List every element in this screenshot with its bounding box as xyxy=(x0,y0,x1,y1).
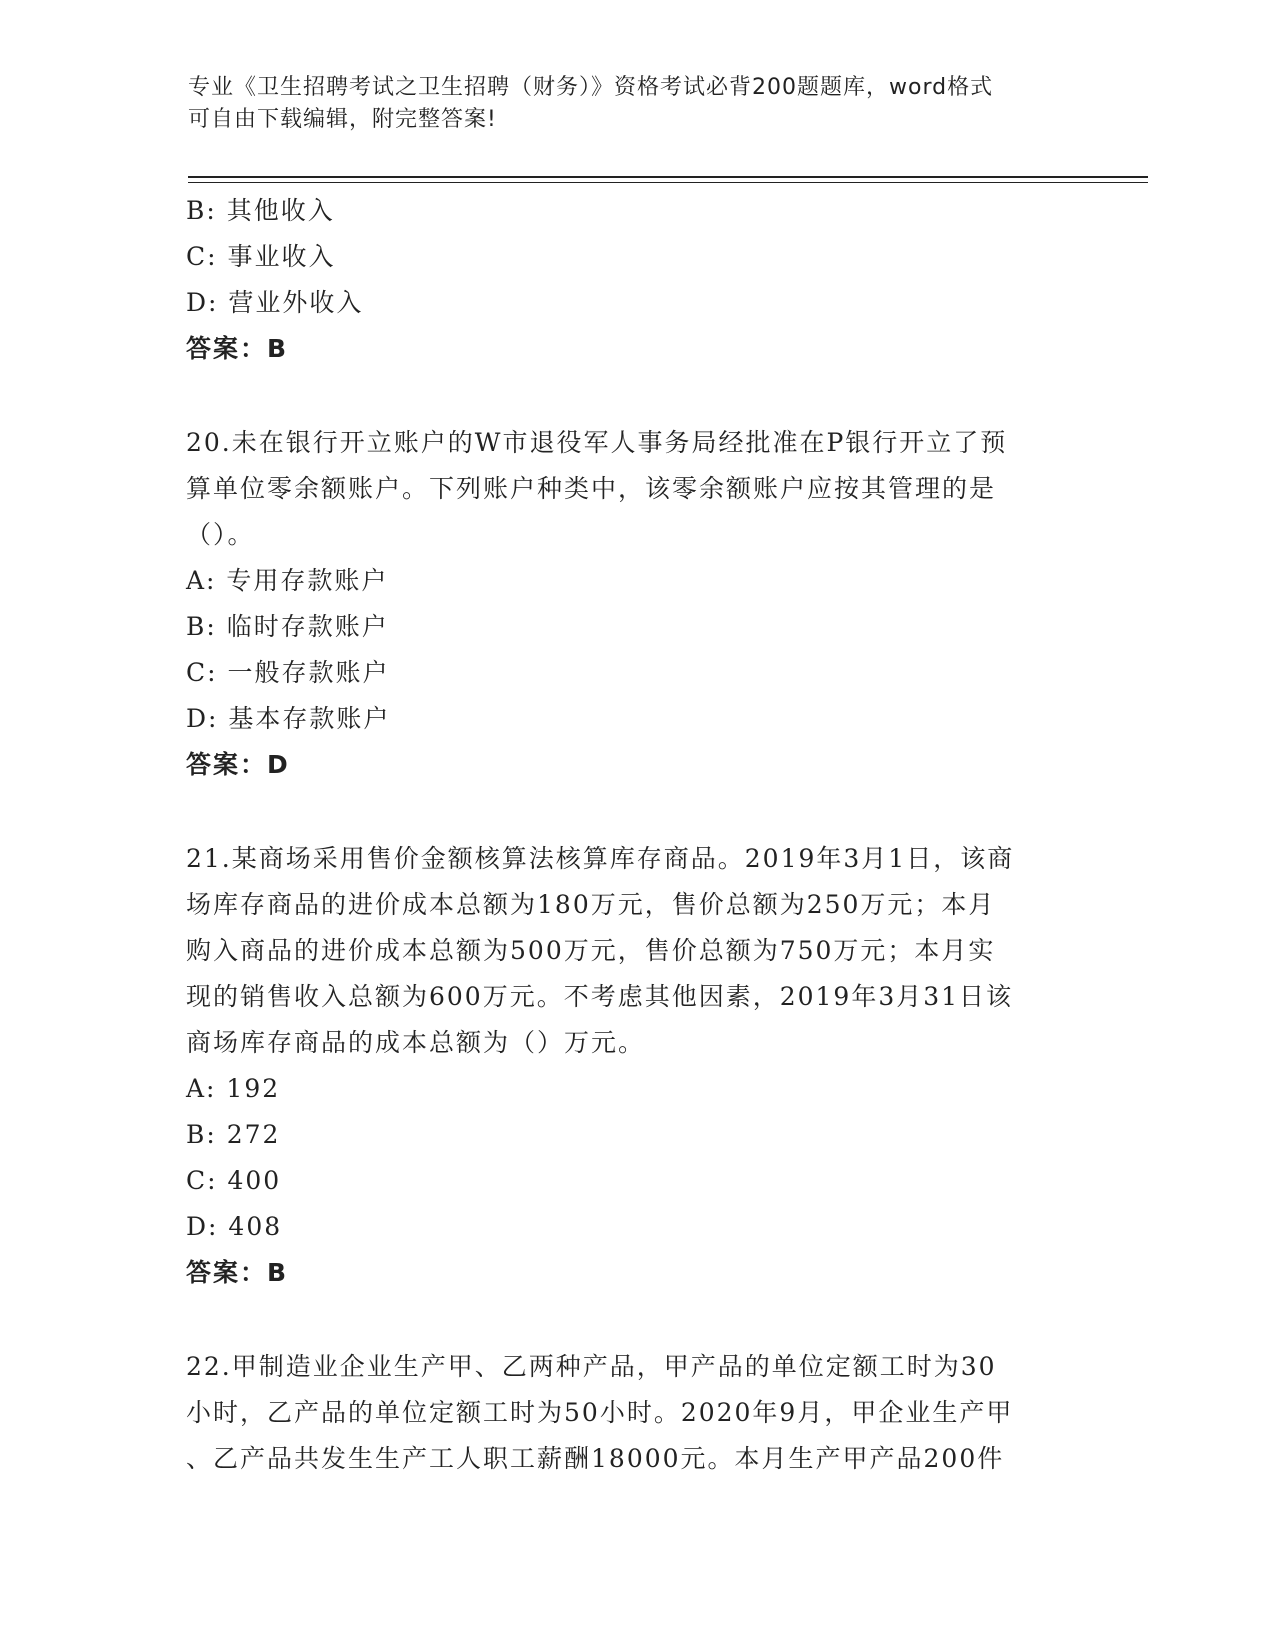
question-list xyxy=(186,188,1086,1482)
option-b: B: 272 xyxy=(186,1120,281,1149)
option-c: C: 一般存款账户 xyxy=(186,658,390,687)
question-stem-line: 、乙产品共发生生产工人职工薪酬18000元。本月生产甲产品200件 xyxy=(186,1444,1005,1473)
option-b: B: 临时存款账户 xyxy=(186,612,389,641)
question-stem-line: 20.未在银行开立账户的W市退役军人事务局经批准在P银行开立了预 xyxy=(186,428,1008,457)
answer: 答案：B xyxy=(186,334,289,363)
question-stem-line: 小时，乙产品的单位定额工时为50小时。2020年9月，甲企业生产甲 xyxy=(186,1398,1014,1427)
question-stem-line: 商场库存商品的成本总额为（）万元。 xyxy=(186,1028,646,1057)
question-stem-line: 场库存商品的进价成本总额为180万元，售价总额为250万元；本月 xyxy=(186,890,996,919)
header-divider-thick xyxy=(188,176,1148,178)
document-header xyxy=(188,72,1088,136)
question-stem-line: 21.某商场采用售价金额核算法核算库存商品。2019年3月1日，该商 xyxy=(186,844,1015,873)
question-22 xyxy=(186,1344,1086,1482)
option-c: C: 事业收入 xyxy=(186,242,336,271)
question-21 xyxy=(186,836,1086,1296)
question-19-tail xyxy=(186,188,1086,372)
question-stem-line: 22.甲制造业企业生产甲、乙两种产品，甲产品的单位定额工时为30 xyxy=(186,1352,997,1381)
answer: 答案：D xyxy=(186,750,290,779)
option-a: A: 专用存款账户 xyxy=(186,566,389,595)
answer: 答案：B xyxy=(186,1258,289,1287)
question-20 xyxy=(186,420,1086,788)
header-title-line-2: 可自由下载编辑，附完整答案! xyxy=(188,107,497,132)
question-stem-line: 购入商品的进价成本总额为500万元，售价总额为750万元；本月实 xyxy=(186,936,996,965)
header-divider-thin xyxy=(188,182,1148,183)
option-d: D: 408 xyxy=(186,1212,283,1241)
header-title-line-1: 专业《卫生招聘考试之卫生招聘（财务）》资格考试必背200题题库，word格式 xyxy=(188,75,994,100)
question-stem-line: 现的销售收入总额为600万元。不考虑其他因素，2019年3月31日该 xyxy=(186,982,1014,1011)
option-c: C: 400 xyxy=(186,1166,282,1195)
question-stem-line: 算单位零余额账户。下列账户种类中，该零余额账户应按其管理的是 xyxy=(186,474,997,503)
option-a: A: 192 xyxy=(186,1074,281,1103)
question-stem-line: （）。 xyxy=(186,520,255,549)
option-d: D: 基本存款账户 xyxy=(186,704,391,733)
option-b: B: 其他收入 xyxy=(186,196,335,225)
option-d: D: 营业外收入 xyxy=(186,288,364,317)
